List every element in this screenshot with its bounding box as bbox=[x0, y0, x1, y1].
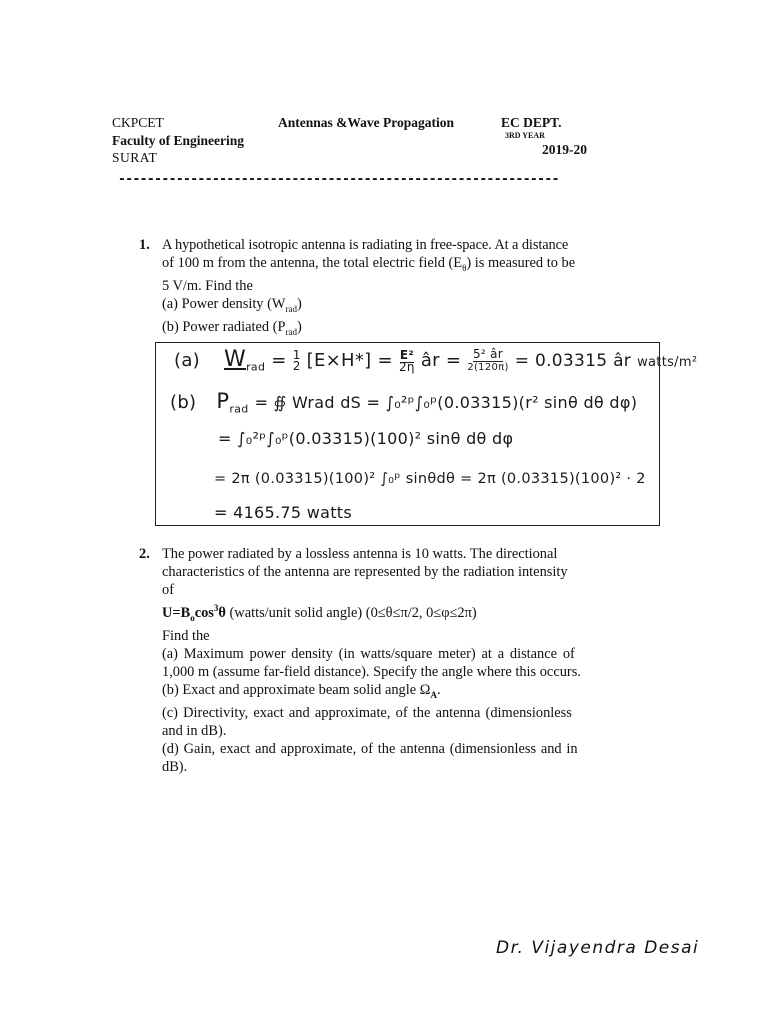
solution-a-line: (a) $W_{rad} = 1$ 2 $[E\times H*] = \frac{\text{E²}}{2\eta}$ âr = 5² âr 2(120π) = 0.03315 âr watts/m² bbox=[174, 347, 698, 374]
author-signature: Dr. Vijayendra Desai bbox=[496, 938, 700, 958]
academic-session: 2019-20 bbox=[542, 142, 587, 157]
solution-c-line: = ∫₀²ᵖ∫₀ᵖ(0.03315)(100)² sinθ dθ dφ bbox=[218, 429, 514, 448]
college-name: CKPCET bbox=[112, 115, 164, 130]
q2-line1: The power radiated by a lossless antenna is 10 watts. The directional bbox=[162, 546, 558, 562]
q2-part-d-line2: dB). bbox=[162, 758, 188, 775]
q2-part-d-line1: (d) Gain, exact and approximate, of the antenna (dimensionless and in bbox=[162, 740, 578, 757]
q2-part-c-line1: (c) Directivity, exact and approximate, of the antenna (dimensionless bbox=[162, 704, 572, 721]
q1-number: 1. bbox=[139, 237, 150, 253]
q2-part-a-line1: (a) Maximum power density (in watts/square meter) at a distance of bbox=[162, 645, 575, 662]
subject-title: Antennas &Wave Propagation bbox=[278, 115, 455, 130]
header-divider: ------------------------------------------------------------- bbox=[118, 172, 559, 187]
q1-part-b: (b) Power radiated $(P_{rad})$ bbox=[162, 318, 302, 337]
q2-number: 2. bbox=[139, 546, 150, 562]
q1-part-a: (a) Power density $(W_{rad})$ bbox=[162, 295, 302, 314]
q1-body bbox=[162, 236, 652, 341]
year-label: 3RD YEAR bbox=[505, 131, 545, 140]
q2-part-a-line2: 1,000 m (assume far-field distance). Specify the angle where this occurs. bbox=[162, 663, 581, 680]
q2-find: Find the bbox=[162, 627, 210, 644]
city-name: SURAT bbox=[112, 150, 158, 165]
q2-body bbox=[162, 545, 652, 776]
solution-d-line: = 2π (0.03315)(100)² ∫₀ᵖ sinθdθ = 2π (0.03315)(100)² · 2 bbox=[214, 471, 646, 487]
faculty-name: Faculty of Engineering bbox=[112, 133, 244, 148]
q1-line3: 5 V/m. Find the bbox=[162, 277, 253, 294]
q1-line1: A hypothetical isotropic antenna is radiating in free-space. At a distance bbox=[162, 237, 569, 253]
solution-box bbox=[155, 342, 698, 526]
q2-line2: characteristics of the antenna are represented by the radiation intensity bbox=[162, 564, 568, 580]
solution-b-line: (b) $P_{rad}$ = ∯ Wrad dS = ∫₀²ᵖ∫₀ᵖ(0.03315)(r² sinθ dθ dφ) bbox=[170, 389, 638, 416]
q2-part-c-line2: and in dB). bbox=[162, 722, 227, 739]
department: EC DEPT. bbox=[501, 115, 562, 130]
q2-part-b: (b) Exact and approximate beam solid angle $\Omega_A$. bbox=[162, 681, 441, 700]
q2-formula: $U=B_o\cos^3\theta$ (watts/unit solid angle) (0≤θ≤π/2, 0≤φ≤2π) bbox=[162, 603, 477, 623]
q1-line2: of 100 m from the antenna, the total electric field $(E_\theta)$ is measured to be bbox=[162, 255, 576, 273]
q2-line3: of bbox=[162, 582, 174, 598]
solution-e-line: = 4165.75 watts bbox=[214, 503, 353, 522]
